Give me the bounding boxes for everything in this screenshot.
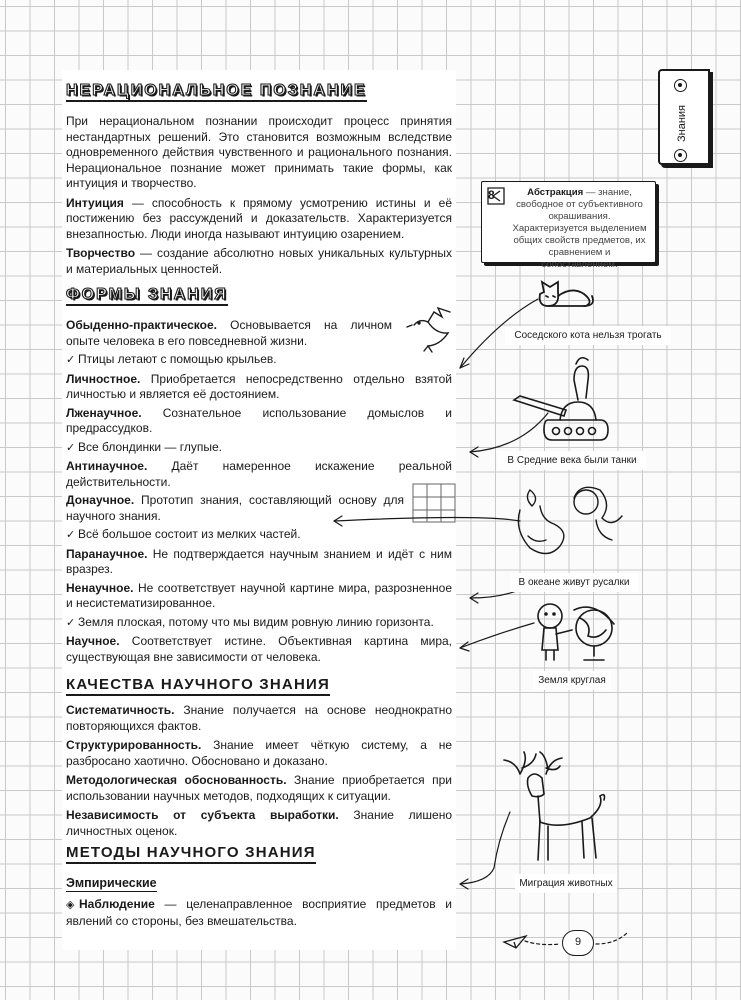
globe-boy-icon (538, 604, 614, 660)
section-title-forms: ФОРМЫ ЗНАНИЯ (66, 286, 228, 306)
form-text: Не соответствует научной картине мира, разрозненное и несистематизированное. (66, 580, 452, 610)
page-number: 9 (562, 930, 594, 956)
intuition-text: — способность к прямому усмотрению истины и её постижению без рассуждений и доказательств. Характеризуется внезапностью. Люди иногда называют интуицию озарением. (66, 195, 452, 241)
form-text: Соответствует истине. Объективная картина мира, существующая вне зависимости от человека. (66, 634, 452, 664)
creativity-term: Творчество (66, 246, 136, 260)
check-icon: ✓ (66, 354, 76, 366)
puzzle-icon (413, 484, 455, 522)
form-text: Сознательное использование домыслов и предрассудков. (66, 405, 452, 435)
form-text: Не подтверждается научным знанием и идёт с ним вразрез. (66, 546, 452, 576)
example-text: Птицы летают с помощью крыльев. (78, 352, 277, 366)
form-text: Прототип знания, составляющий основу для научного знания. (66, 493, 404, 523)
knight-tank-icon (514, 358, 608, 440)
section-title-irrational: НЕРАЦИОНАЛЬНОЕ ПОЗНАНИЕ (66, 82, 367, 102)
form-term: Антинаучное. (66, 459, 148, 473)
example-text: Всё большое состоит из мелких частей. (78, 527, 301, 541)
quality-text: Знание имеет чёткую систему, а не разбросано хаотично. Обосновано и доказано. (66, 738, 452, 768)
subsection-empirical: Эмпирические (66, 876, 157, 890)
quality-term: Методологическая обоснованность. (66, 773, 287, 787)
quality-text: Знание лишено личностных оценок. (66, 808, 452, 838)
example-text: Земля плоская, потому что мы видим ровную линию горизонта. (78, 614, 434, 629)
bird-icon (407, 308, 450, 352)
section-title-qualities: КАЧЕСТВА НАУЧНОГО ЗНАНИЯ (66, 676, 330, 696)
check-icon: ✓ (66, 616, 76, 629)
form-text: Приобретается непосредственно отдельно взятой личностью и является её достоянием. (66, 371, 452, 401)
form-term: Донаучное. (66, 493, 135, 507)
quality-term: Независимость от субъекта выработки. (66, 808, 339, 822)
quality-text: Знание приобретается при использовании научных методов, подходящих к ситуации. (66, 773, 452, 803)
form-term: Научное. (66, 634, 120, 648)
form-text: Основывается на личном опыте человека в его повседневной жизни. (66, 318, 392, 348)
note-number: 8 (488, 188, 495, 202)
deer-icon (504, 752, 605, 860)
method-text: — целенаправленное восприятие предметов и явлений со стороны, без вмешательства. (66, 897, 452, 928)
caption-earth: Земля круглая (533, 671, 611, 690)
tab-label: Знания (676, 104, 688, 142)
caption-mermaid: В океане живут русалки (510, 573, 638, 592)
quality-term: Структурированность. (66, 738, 202, 752)
form-text: Даёт намеренное искажение реальной действительности. (66, 459, 452, 489)
form-term: Обыденно-практическое. (66, 318, 217, 332)
method-term: Наблюдение (79, 897, 155, 911)
quality-text: Знание получается на основе неоднократно повторяющихся фактов. (66, 703, 452, 733)
caption-tank: В Средние века были танки (498, 451, 646, 470)
quality-term: Систематичность. (66, 703, 175, 717)
form-term: Лженаучное. (66, 405, 142, 420)
intuition-term: Интуиция (66, 195, 124, 210)
check-icon: ✓ (66, 529, 76, 541)
section-title-methods: МЕТОДЫ НАУЧНОГО ЗНАНИЯ (66, 844, 316, 864)
caption-cat: Соседского кота нельзя трогать (505, 326, 671, 345)
note-text: — знание, свободное от субъективного окрашивания. Характеризуется выделением общих свойств предметов, их сравнением и сопоставлением. (512, 187, 647, 270)
check-icon: ✓ (66, 441, 76, 454)
caption-deer: Миграция животных (515, 874, 617, 893)
diamond-bullet-icon: ◈ (66, 899, 75, 911)
form-term: Паранаучное. (66, 546, 148, 561)
creativity-text: — создание абсолютно новых уникальных культурных и материальных ценностей. (66, 246, 452, 276)
form-term: Личностное. (66, 371, 141, 386)
note-term: Абстракция (527, 187, 584, 198)
intro-paragraph: При нерациональном познании происходит процесс принятия нестандартных решений. Это становится возможным вследствие одновременного действия чувственного и рационального познания. Нерациональное познание может принимать такие формы, как интуиция и творчество. (66, 114, 452, 190)
mermaid-icon (518, 487, 622, 553)
form-term: Ненаучное. (66, 580, 134, 595)
cat-icon (540, 282, 593, 306)
paper-plane-icon (504, 936, 526, 948)
example-text: Все блондинки — глупые. (78, 439, 222, 454)
